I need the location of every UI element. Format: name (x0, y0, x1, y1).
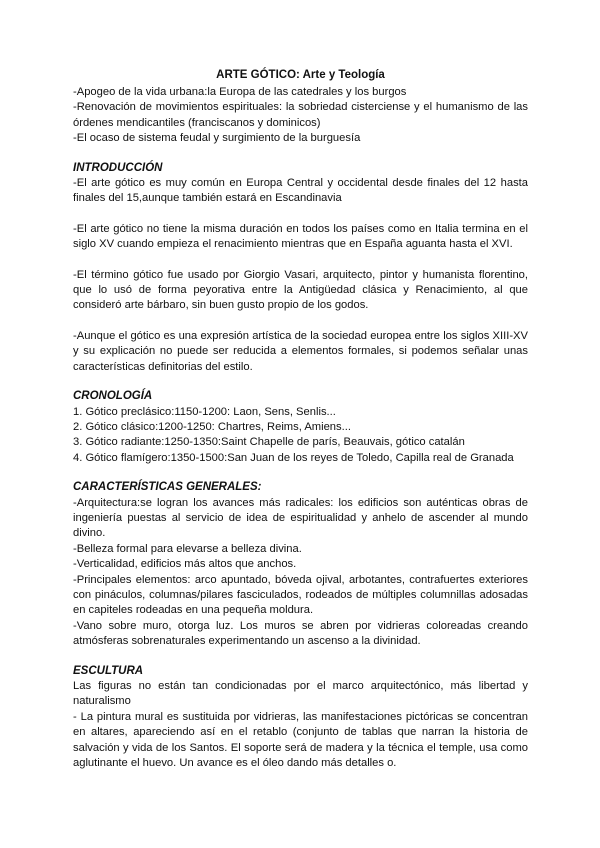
caracteristicas-paragraph: -Principales elementos: arco apuntado, bóveda ojival, arbotantes, contrafuertes exteriores con pináculos, columnas/pilares fasciculados, rodeados de múltiples columnillas adosadas en capiteles rodeadas en una pequeña moldura. (73, 573, 528, 617)
intro-line: -Renovación de movimientos espirituales: la sobriedad cisterciense y el humanismo de las órdenes mendicantiles (franciscanos y dominicos) (73, 101, 528, 129)
cronologia-item: 4. Gótico flamígero:1350-1500:San Juan de los reyes de Toledo, Capilla real de Granada (73, 451, 514, 464)
intro-line: -Apogeo de la vida urbana:la Europa de las catedrales y los burgos (73, 86, 407, 98)
caracteristicas-paragraph: -Arquitectura:se logran los avances más radicales: los edificios son auténticas obras de ingeniería puestas al servicio de idea de espiritualidad y anhelo de ascender al mundo divino. (73, 496, 528, 540)
escultura-paragraph: Las figuras no están tan condicionadas por el marco arquitectónico, más libertad y naturalismo (73, 680, 528, 708)
introduccion-paragraph: -Aunque el gótico es una expresión artística de la sociedad europea entre los siglos XIII-XV y su explicación no puede ser reducida a elementos formales, si podemos señalar unas características definitorias del estilo. (73, 329, 528, 373)
introduccion-paragraph: -El término gótico fue usado por Giorgio Vasari, arquitecto, pintor y humanista florentino, que lo usó de forma peyorativa entre la Antigüedad clásica y Renacimiento, al que consideró arte bárbaro, sin buen gusto propio de los godos. (73, 268, 528, 312)
cronologia-item: 3. Gótico radiante:1250-1350:Saint Chapelle de parís, Beauvais, gótico catalán (73, 436, 465, 449)
cronologia-heading: CRONOLOGÍA (73, 390, 153, 403)
cronologia-item: 1. Gótico preclásico:1150-1200: Laon, Sens, Senlis... (73, 405, 336, 418)
introduccion-heading: INTRODUCCIÓN (73, 161, 163, 174)
cronologia-item: 2. Gótico clásico:1200-1250: Chartres, Reims, Amiens... (73, 420, 351, 433)
introduccion-paragraph: -El arte gótico es muy común en Europa Central y occidental desde finales del 12 hasta finales del 15,aunque también estará en Escandinavia (73, 177, 528, 205)
escultura-heading: ESCULTURA (73, 664, 144, 677)
caracteristicas-paragraph: -Vano sobre muro, otorga luz. Los muros se abren por vidrieras coloreadas creando atmósferas sobrenaturales experimentando un ascenso a la divinidad. (73, 619, 528, 648)
introduccion-paragraph: -El arte gótico no tiene la misma duración en todos los países como en Italia termina en el siglo XV cuando empieza el renacimiento mientras que en España aguanta hasta el XVI. (73, 222, 528, 251)
caracteristicas-heading: CARACTERÍSTICAS GENERALES: (73, 481, 262, 494)
intro-line: -El ocaso de sistema feudal y surgimiento de la burguesía (73, 132, 361, 145)
escultura-paragraph: - La pintura mural es sustituida por vidrieras, las manifestaciones pictóricas se concentran en altares, apareciendo así en el retablo (conjunto de tablas que narran la historia de salvación y vida de los Santos. El soporte será de madera y la técnica el temple, usa como aglutinante el huevo. Un avance es el óleo dando más detalles o. (73, 710, 528, 770)
caracteristicas-paragraph: -Verticalidad, edificios más altos que anchos. (73, 558, 297, 571)
caracteristicas-paragraph: -Belleza formal para elevarse a belleza divina. (73, 542, 302, 555)
cronologia-list (73, 405, 528, 467)
document-title: ARTE GÓTICO: Arte y Teología (216, 69, 385, 81)
